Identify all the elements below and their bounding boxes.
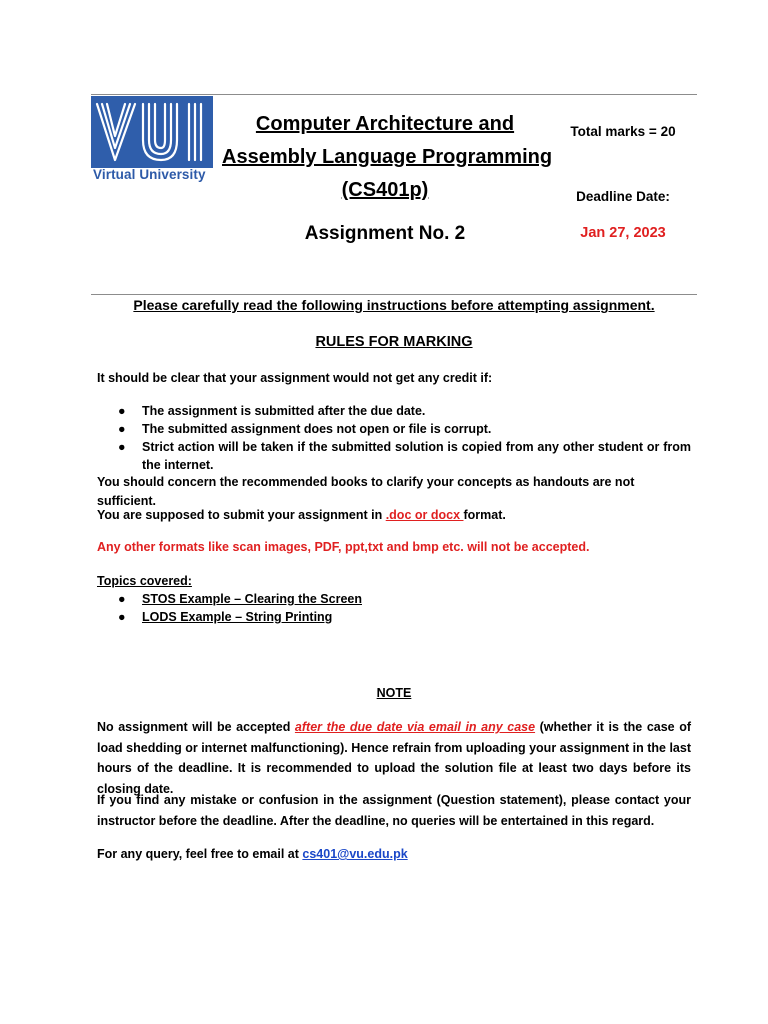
note-p1-suffix: (whether it is the case of load shedding or internet malfunctioning). Hence refrain from uploading your assignment in the last hours of the deadline. It is recommended to upload the solution file at least two days before its closing date. [97, 720, 691, 796]
list-item [97, 438, 691, 474]
topics-heading: Topics covered: [97, 574, 192, 588]
virtual-university-logo [91, 83, 215, 191]
format-highlight: .doc or docx [385, 508, 464, 522]
note-paragraph-late [97, 717, 691, 799]
bullet-icon: ● [118, 404, 126, 418]
list-item [97, 420, 691, 438]
course-title-line-1: Computer Architecture and [255, 113, 515, 135]
query-line [97, 844, 691, 865]
format-instruction [97, 506, 691, 525]
deadline-date: Jan 27, 2023 [580, 225, 666, 241]
rules-heading: RULES FOR MARKING [315, 334, 473, 350]
topics-list [97, 590, 691, 626]
books-note: You should concern the recommended books to clarify your concepts as handouts are not sufficient. [97, 475, 635, 508]
list-item [97, 608, 691, 626]
logo-university-name: Virtual University [93, 167, 206, 182]
rule-text: The assignment is submitted after the due date. [142, 404, 426, 418]
bullet-icon: ● [118, 592, 126, 606]
query-prefix: For any query, feel free to email at [97, 847, 303, 861]
note-p1-prefix: No assignment will be accepted [97, 720, 295, 734]
format-warning: Any other formats like scan images, PDF, ppt,txt and bmp etc. will not be accepted. [97, 540, 590, 554]
list-item [97, 590, 691, 608]
assignment-number: Assignment No. 2 [304, 223, 466, 244]
course-code: (CS401p) [341, 179, 429, 201]
email-link[interactable]: cs401@vu.edu.pk [302, 847, 408, 861]
rules-list [97, 402, 691, 474]
note-p1-highlight: after the due date via email in any case [294, 720, 536, 734]
vu-letters-graphic [91, 83, 213, 168]
note-paragraph-mistakes: If you find any mistake or confusion in the assignment (Question statement), please contact your instructor before the deadline. After the deadline, no queries will be entertained in this regard. [97, 793, 691, 828]
svg-text:VU: VU [91, 83, 114, 100]
topic-text: STOS Example – Clearing the Screen [142, 592, 362, 606]
format-prefix: You are supposed to submit your assignment in [97, 508, 386, 522]
instructions-heading: Please carefully read the following instructions before attempting assignment. [133, 297, 655, 313]
rules-intro: It should be clear that your assignment would not get any credit if: [97, 371, 493, 385]
format-suffix: format. [463, 508, 506, 522]
header-divider [91, 294, 697, 295]
list-item [97, 402, 691, 420]
bullet-icon: ● [118, 440, 126, 454]
topic-text: LODS Example – String Printing [142, 610, 333, 624]
total-marks: Total marks = 20 [570, 124, 676, 139]
rule-text: Strict action will be taken if the submitted solution is copied from any other student or from the internet. [142, 440, 691, 472]
course-title-line-2: Assembly Language Programming [222, 146, 553, 168]
note-heading: NOTE [376, 686, 412, 700]
bullet-icon: ● [118, 422, 126, 436]
rule-text: The submitted assignment does not open or file is corrupt. [142, 422, 492, 436]
vu-logo-mark [91, 83, 213, 168]
top-divider [91, 94, 697, 95]
bullet-icon: ● [118, 610, 126, 624]
deadline-label: Deadline Date: [576, 189, 670, 204]
